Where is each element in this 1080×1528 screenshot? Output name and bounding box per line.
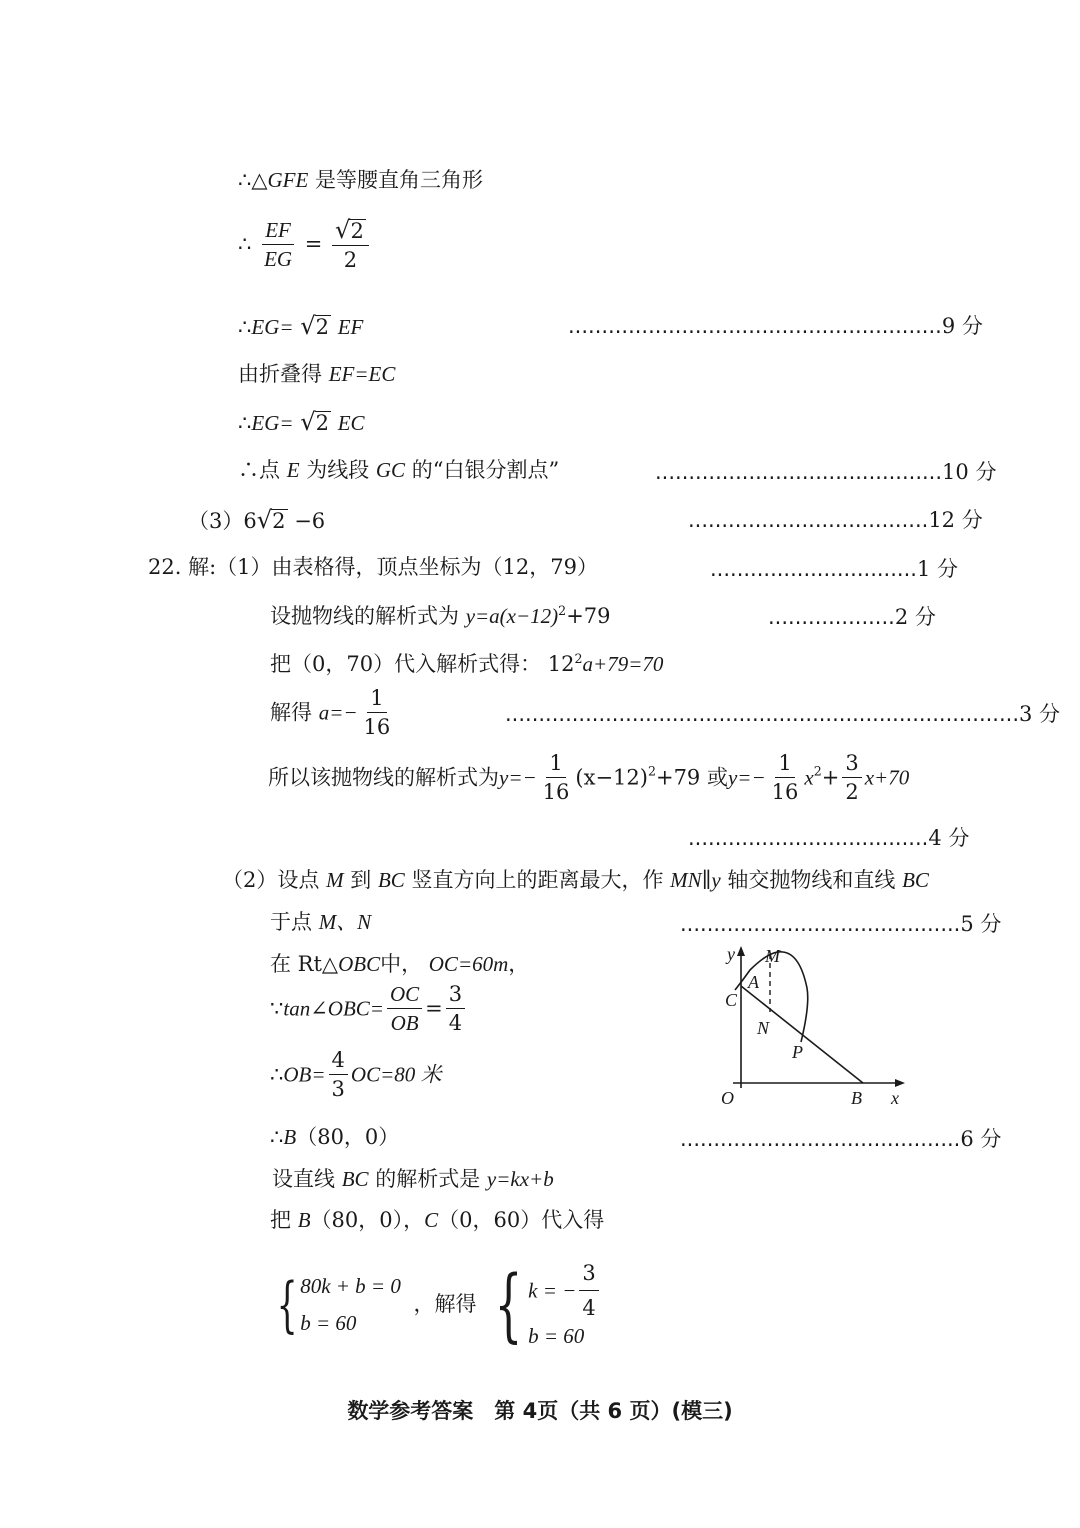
line-bc-form: 设直线 BC 的解析式是 y=kx+b — [272, 1167, 554, 1191]
fraction-oc-ob: $\frac{OC}{OB}$ — [387, 984, 422, 1034]
label-y: y — [727, 944, 735, 964]
fraction-1-16-b: $\frac{1}{16}$ — [771, 751, 799, 804]
score-dots: ........................................................9 分 — [568, 314, 983, 338]
score-dots: .............................................................................3 分 — [505, 702, 1061, 726]
page-footer: 数学参考答案 第 4页（共 6 页）(模三) — [347, 1399, 733, 1423]
ob-line: ∴OB= $\frac{4}{3}$ OC=80 米 — [270, 1048, 442, 1101]
fraction-1-16-a: $\frac{1}{16}$ — [542, 751, 570, 804]
q22-heading: 22. 解:（1）由表格得，顶点坐标为（12，79） — [148, 555, 598, 579]
equation-system: { 80k + b = 0 b = 60 ，解得 { k = − $\frac{3}{4}$ b = 60 — [268, 1260, 602, 1350]
score-dots: ....................................4 分 — [688, 826, 970, 850]
parabola-form: 设抛物线的解析式为 $y=a(x-12)^2+79$ — [270, 603, 611, 628]
fold-line: 由折叠得 EF=EC — [238, 362, 396, 386]
point-b: ∴B（80，0） — [270, 1125, 400, 1149]
fraction-root2-over-2: $\frac{√2}{2}$ — [332, 218, 369, 271]
parabola-result: 所以该抛物线的解析式为y=− $\frac{1}{16}$ $(x-12)^2+79$ 或y=− $\frac{1}{16}$ $x^2+$ $\frac{3}{2}$ x+70 — [268, 751, 910, 804]
fraction-1-16: $\frac{1}{16}$ — [363, 686, 391, 739]
triangle-obc: 在 Rt△OBC中， OC=60m， — [270, 952, 530, 976]
ratio-line: ∴ $\frac{EF}{EG}$ = $\frac{√2}{2}$ — [238, 218, 372, 271]
label-m: M — [765, 946, 780, 966]
score-dots: ..........................................6 分 — [680, 1127, 1002, 1151]
part3-answer: （3）6√2 −6 — [188, 506, 326, 534]
intersection-points: 于点 M、N — [270, 910, 372, 934]
substitute-bc: 把 B（80，0），C（0，60）代入得 — [270, 1208, 605, 1232]
fraction-3-4-k: $\frac{3}{4}$ — [579, 1260, 598, 1323]
substitute-point: 把（0，70）代入解析式得： $12^2a+79=70$ — [270, 651, 664, 676]
fraction-4-3: $\frac{4}{3}$ — [329, 1050, 348, 1100]
part2-heading: （2）设点 M 到 BC 竖直方向上的距离最大，作 MN∥y 轴交抛物线和直线 BC — [222, 868, 929, 892]
conclusion-isosceles: ∴△GFE 是等腰直角三角形 — [238, 168, 484, 192]
score-dots: ...............................1 分 — [710, 557, 958, 581]
silver-point-line: ∴点 E 为线段 GC 的“白银分割点” — [238, 458, 560, 482]
label-x: x — [891, 1088, 899, 1108]
label-p: P — [792, 1042, 803, 1062]
score-dots: ..........................................5 分 — [680, 912, 1002, 936]
fraction-ef-eg: $\frac{EF}{EG}$ — [264, 217, 293, 271]
label-n: N — [757, 1018, 770, 1038]
label-o: O — [721, 1088, 734, 1108]
solve-a: 解得 a=− $\frac{1}{16}$ — [270, 688, 396, 738]
score-dots: ...........................................10 分 — [655, 460, 997, 484]
score-dots: ...................2 分 — [768, 605, 936, 629]
eg-equals-root2-ef: ∴EG= √2 EF — [238, 312, 364, 340]
score-dots: ....................................12 分 — [688, 508, 983, 532]
fraction-3-2: $\frac{3}{2}$ — [842, 753, 861, 803]
parabola-figure — [715, 940, 915, 1110]
label-a: A — [748, 972, 759, 992]
tan-line: ∵tan∠OBC= $\frac{OC}{OB}$ = $\frac{3}{4}$ — [270, 984, 468, 1034]
label-c: C — [725, 990, 738, 1010]
fraction-3-4: $\frac{3}{4}$ — [446, 984, 465, 1034]
eg-equals-root2-ec: ∴EG= √2 EC — [238, 408, 365, 436]
label-b: B — [851, 1088, 862, 1108]
